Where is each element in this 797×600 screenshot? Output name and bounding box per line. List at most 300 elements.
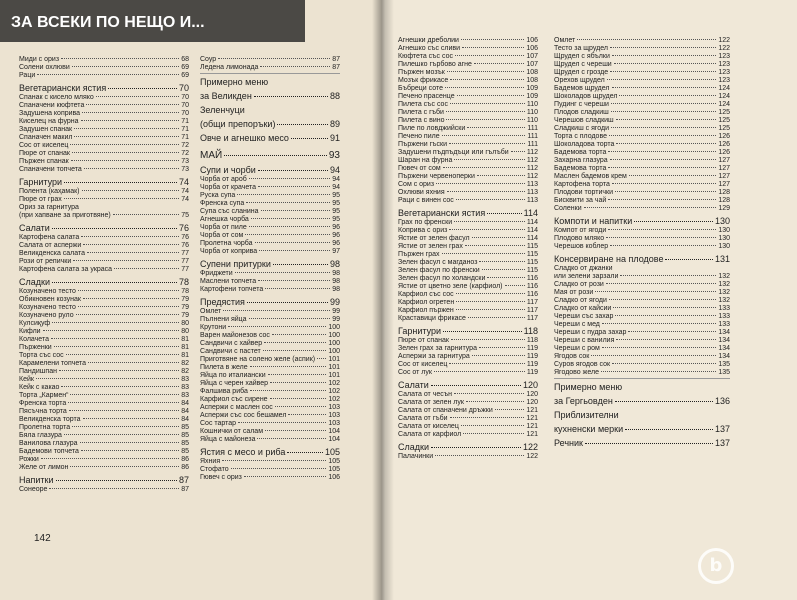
toc-leader-dots bbox=[54, 346, 179, 347]
toc-page-number: 74 bbox=[178, 177, 189, 187]
toc-entry bbox=[200, 278, 340, 286]
toc-page-number: 110 bbox=[526, 101, 538, 108]
toc-entry bbox=[554, 329, 730, 337]
toc-entry-title: Шоколадов щрудел bbox=[554, 93, 618, 100]
toc-chapter bbox=[200, 150, 340, 162]
toc-entry bbox=[398, 337, 538, 345]
toc-entry-title: Речник bbox=[554, 438, 583, 448]
toc-page-number: 112 bbox=[526, 173, 538, 180]
toc-page-number: 127 bbox=[718, 157, 730, 164]
toc-entry-title: Салати bbox=[19, 223, 50, 233]
toc-page-number: 79 bbox=[181, 296, 189, 303]
toc-entry-title: Гювеч от сом bbox=[398, 165, 441, 172]
toc-leader-dots bbox=[456, 293, 525, 294]
toc-leader-dots bbox=[602, 323, 716, 324]
toc-entry-title: Агнешко със сливи bbox=[398, 45, 461, 52]
toc-entry bbox=[19, 204, 189, 212]
toc-entry-title: Зелен фасул по френски bbox=[398, 267, 480, 274]
toc-entry-title: Тесто за щрудел bbox=[554, 45, 608, 52]
toc-leader-dots bbox=[456, 199, 525, 200]
toc-page-number: 137 bbox=[714, 438, 730, 448]
toc-entry bbox=[19, 150, 189, 158]
toc-leader-dots bbox=[76, 314, 180, 315]
toc-entry-title: Охлюви яхния bbox=[398, 189, 445, 196]
toc-page-number: 84 bbox=[181, 408, 189, 415]
toc-entry bbox=[398, 267, 538, 275]
toc-leader-dots bbox=[43, 330, 180, 331]
toc-entry-title: (общи препоръки) bbox=[200, 119, 276, 129]
toc-page-number: 122 bbox=[718, 37, 730, 44]
toc-leader-dots bbox=[270, 382, 326, 383]
toc-leader-dots bbox=[249, 318, 331, 319]
toc-entry-title: Задушени пъдпъдъци или гълъби bbox=[398, 149, 509, 156]
toc-leader-dots bbox=[629, 175, 716, 176]
toc-page-number: 111 bbox=[527, 141, 538, 148]
overlay-title: ЗА ВСЕКИ ПО НЕЩО И... bbox=[11, 14, 205, 31]
toc-entry-title: Торта „Кармен“ bbox=[19, 392, 69, 399]
toc-page-number: 71 bbox=[181, 126, 189, 133]
toc-leader-dots bbox=[49, 488, 179, 489]
toc-entry bbox=[200, 436, 340, 444]
toc-leader-dots bbox=[606, 283, 716, 284]
toc-entry-title: Мая от рози bbox=[554, 289, 594, 296]
toc-page-number: 137 bbox=[714, 424, 730, 434]
toc-entry-title: Пилета с вино bbox=[398, 117, 445, 124]
toc-leader-dots bbox=[611, 127, 716, 128]
toc-entry bbox=[200, 474, 340, 482]
toc-leader-dots bbox=[251, 218, 330, 219]
toc-entry bbox=[19, 266, 189, 274]
toc-entry-title: Консервиране на плодове bbox=[554, 254, 664, 264]
toc-entry-title: Аспержи със сос бешамел bbox=[200, 412, 287, 419]
toc-page-number: 136 bbox=[714, 396, 730, 406]
toc-entry-title: Предястия bbox=[200, 297, 245, 307]
toc-page-number: 76 bbox=[181, 234, 189, 241]
toc-page-number: 113 bbox=[526, 181, 538, 188]
toc-entry-title: Рози от репички bbox=[19, 258, 72, 265]
toc-page-number: 75 bbox=[181, 212, 189, 219]
toc-entry bbox=[200, 200, 340, 208]
toc-entry-title: Щрудел с череши bbox=[554, 61, 612, 68]
toc-entry bbox=[398, 141, 538, 149]
toc-entry-title: Яйца по италиански bbox=[200, 372, 266, 379]
toc-entry-title: Ориз за гарнитура bbox=[19, 204, 79, 211]
toc-entry-title: Плодов сладкиш bbox=[554, 109, 609, 116]
toc-entry-title: Козуначено тесто bbox=[19, 304, 76, 311]
toc-leader-dots bbox=[616, 339, 716, 340]
toc-entry bbox=[554, 353, 730, 361]
toc-page-number: 119 bbox=[526, 361, 538, 368]
toc-page-number: 116 bbox=[526, 283, 538, 290]
toc-page-number: 120 bbox=[522, 380, 538, 390]
toc-entry bbox=[19, 56, 189, 64]
toc-page-number: 123 bbox=[718, 77, 730, 84]
toc-entry bbox=[19, 304, 189, 312]
toc-entry-title: Пюре от грах bbox=[19, 196, 62, 203]
toc-entry-title: Пилета с гъби bbox=[398, 109, 444, 116]
toc-leader-dots bbox=[224, 155, 327, 156]
toc-page-number: 109 bbox=[526, 85, 538, 92]
toc-entry bbox=[19, 296, 189, 304]
toc-page-number: 121 bbox=[526, 415, 538, 422]
toc-leader-dots bbox=[71, 160, 180, 161]
toc-leader-dots bbox=[474, 63, 524, 64]
toc-page-number: 99 bbox=[332, 316, 340, 323]
toc-entry-title: Зеленчуци bbox=[200, 105, 245, 115]
toc-entry-title: Вегетариански ястия bbox=[19, 83, 107, 93]
toc-page-number: 132 bbox=[718, 273, 730, 280]
toc-page-number: 134 bbox=[718, 329, 730, 336]
toc-page-number: 73 bbox=[181, 158, 189, 165]
toc-entry bbox=[200, 356, 340, 364]
toc-entry-title: Чорба от коприва bbox=[200, 248, 258, 255]
toc-page-number: 82 bbox=[181, 360, 189, 367]
toc-entry bbox=[19, 258, 189, 266]
toc-leader-dots bbox=[235, 272, 331, 273]
toc-entry-title: Сос тартар bbox=[200, 420, 237, 427]
toc-entry-title: Чорба от ароб bbox=[200, 176, 247, 183]
toc-section bbox=[554, 424, 730, 435]
toc-leader-dots bbox=[442, 253, 525, 254]
toc-entry bbox=[398, 283, 538, 291]
toc-entry bbox=[554, 197, 730, 205]
toc-leader-dots bbox=[577, 39, 716, 40]
toc-entry-title: Кюфтета със сос bbox=[398, 53, 453, 60]
toc-entry bbox=[398, 235, 538, 243]
toc-entry-title: Щрудел с грозде bbox=[554, 69, 609, 76]
toc-entry-title: Обикновен козунак bbox=[19, 296, 81, 303]
toc-page-number: 82 bbox=[181, 368, 189, 375]
toc-leader-dots bbox=[595, 291, 716, 292]
toc-entry bbox=[554, 173, 730, 181]
toc-section bbox=[200, 91, 340, 102]
toc-entry bbox=[200, 458, 340, 466]
toc-leader-dots bbox=[625, 429, 713, 430]
toc-entry-title: Пясъчна торта bbox=[19, 408, 67, 415]
toc-page-number: 98 bbox=[332, 270, 340, 277]
toc-leader-dots bbox=[445, 87, 524, 88]
toc-entry-title: Кейк с какао bbox=[19, 384, 60, 391]
toc-entry-title: Ястие от зелен фасул bbox=[398, 235, 470, 242]
toc-entry bbox=[200, 286, 340, 294]
toc-entry bbox=[554, 157, 730, 165]
toc-page-number: 117 bbox=[526, 315, 538, 322]
toc-entry bbox=[19, 188, 189, 196]
toc-entry-title: Торта с плодове bbox=[554, 133, 607, 140]
toc-entry bbox=[554, 205, 730, 213]
toc-leader-dots bbox=[456, 301, 525, 302]
toc-entry-title: Задушен спанак bbox=[19, 126, 73, 133]
toc-leader-dots bbox=[611, 111, 717, 112]
toc-page-number: 128 bbox=[718, 189, 730, 196]
toc-page-number: 98 bbox=[332, 278, 340, 285]
toc-leader-dots bbox=[463, 433, 524, 434]
toc-leader-dots bbox=[608, 229, 716, 230]
toc-entry bbox=[200, 248, 340, 256]
toc-entry-title: Пилета със сос bbox=[398, 101, 448, 108]
toc-leader-dots bbox=[487, 277, 524, 278]
toc-entry-title: Сладко от кайсии bbox=[554, 305, 612, 312]
toc-section bbox=[19, 475, 189, 486]
toc-page-number: 104 bbox=[328, 436, 340, 443]
toc-leader-dots bbox=[36, 378, 179, 379]
toc-entry-title: Миди с ориз bbox=[19, 56, 60, 63]
toc-leader-dots bbox=[66, 354, 180, 355]
toc-entry-title: Сладки bbox=[19, 277, 50, 287]
toc-entry-title: Карамелени топчета bbox=[19, 360, 87, 367]
toc-leader-dots bbox=[443, 331, 522, 332]
toc-entry bbox=[554, 289, 730, 297]
toc-leader-dots bbox=[82, 112, 179, 113]
toc-entry-title: Пържен спанак bbox=[19, 158, 69, 165]
toc-page-number: 127 bbox=[718, 181, 730, 188]
toc-entry bbox=[398, 291, 538, 299]
toc-column-1 bbox=[19, 56, 189, 494]
toc-entry bbox=[398, 117, 538, 125]
toc-entry-title: Сладко от рози bbox=[554, 281, 604, 288]
toc-entry-title: Карфиол пържен bbox=[398, 307, 454, 314]
toc-entry bbox=[554, 165, 730, 173]
toc-section bbox=[554, 438, 730, 449]
toc-entry-title: Руска супа bbox=[200, 192, 236, 199]
toc-entry-title: Гарнитури bbox=[398, 326, 442, 336]
toc-leader-dots bbox=[620, 275, 716, 276]
toc-leader-dots bbox=[88, 362, 179, 363]
toc-page-number: 115 bbox=[526, 259, 538, 266]
toc-page-number: 73 bbox=[181, 166, 189, 173]
toc-entry-title: Спаначен макил bbox=[19, 134, 73, 141]
toc-entry-title: Ястие от цветно зеле (карфиол) bbox=[398, 283, 503, 290]
toc-leader-dots bbox=[435, 455, 524, 456]
toc-page-number: 108 bbox=[526, 77, 538, 84]
toc-leader-dots bbox=[64, 182, 177, 183]
toc-entry-title: Пиле по ловджийски bbox=[398, 125, 466, 132]
toc-entry bbox=[554, 141, 730, 149]
toc-entry bbox=[554, 93, 730, 101]
toc-page-number: 126 bbox=[718, 141, 730, 148]
toc-leader-dots bbox=[258, 186, 330, 187]
toc-leader-dots bbox=[273, 264, 328, 265]
toc-entry-title: Фалшива риба bbox=[200, 388, 248, 395]
toc-entry-title: Великденска торта bbox=[19, 416, 81, 423]
toc-leader-dots bbox=[288, 414, 326, 415]
toc-leader-dots bbox=[606, 237, 716, 238]
toc-entry bbox=[398, 45, 538, 53]
toc-leader-dots bbox=[250, 390, 326, 391]
toc-page-number: 113 bbox=[526, 189, 538, 196]
toc-leader-dots bbox=[450, 79, 524, 80]
toc-page-number: 119 bbox=[526, 369, 538, 376]
toc-leader-dots bbox=[268, 374, 327, 375]
toc-leader-dots bbox=[260, 66, 330, 67]
toc-entry bbox=[398, 227, 538, 235]
toc-leader-dots bbox=[83, 418, 180, 419]
toc-entry-title: Краставици фрикасе bbox=[398, 315, 466, 322]
toc-entry bbox=[398, 423, 538, 431]
toc-leader-dots bbox=[665, 259, 712, 260]
toc-entry bbox=[200, 176, 340, 184]
toc-entry-title: Примерно меню bbox=[200, 77, 269, 87]
toc-leader-dots bbox=[73, 260, 179, 261]
toc-entry bbox=[398, 345, 538, 353]
toc-page-number: 124 bbox=[718, 101, 730, 108]
toc-entry-title: Шоколадова торта bbox=[554, 141, 615, 148]
toc-page-number: 132 bbox=[718, 297, 730, 304]
toc-entry-title: Зелен грах за гарнитура bbox=[398, 345, 477, 352]
toc-entry-title: Овче и агнешко месо bbox=[200, 133, 289, 143]
toc-leader-dots bbox=[613, 307, 716, 308]
toc-page-number: 106 bbox=[526, 37, 538, 44]
toc-page-number: 70 bbox=[181, 102, 189, 109]
toc-entry-title: Кошнички от салам bbox=[200, 428, 263, 435]
toc-entry-title: Череши с пудра захар bbox=[554, 329, 627, 336]
toc-page-number: 134 bbox=[718, 353, 730, 360]
toc-leader-dots bbox=[70, 394, 179, 395]
toc-entry bbox=[554, 133, 730, 141]
toc-entry-title: Гарнитури bbox=[19, 177, 63, 187]
section-divider bbox=[554, 378, 730, 379]
toc-entry-title: Компоти и напитки bbox=[554, 216, 633, 226]
toc-entry bbox=[398, 391, 538, 399]
toc-entry-title: Зелен фасул с магданоз bbox=[398, 259, 478, 266]
toc-leader-dots bbox=[231, 468, 327, 469]
toc-entry bbox=[200, 232, 340, 240]
toc-leader-dots bbox=[611, 103, 716, 104]
toc-entry bbox=[554, 235, 730, 243]
toc-entry-title: Пролетна торта bbox=[19, 424, 71, 431]
toc-page-number: 105 bbox=[328, 458, 340, 465]
toc-page-number: 98 bbox=[332, 286, 340, 293]
toc-leader-dots bbox=[608, 167, 716, 168]
toc-page-number: 121 bbox=[526, 431, 538, 438]
toc-leader-dots bbox=[619, 95, 716, 96]
toc-leader-dots bbox=[472, 355, 525, 356]
toc-leader-dots bbox=[505, 285, 525, 286]
toc-page-number: 85 bbox=[181, 448, 189, 455]
toc-section bbox=[200, 77, 340, 88]
toc-leader-dots bbox=[270, 398, 327, 399]
toc-leader-dots bbox=[249, 226, 330, 227]
toc-leader-dots bbox=[82, 190, 180, 191]
toc-entry bbox=[19, 352, 189, 360]
toc-page-number: 102 bbox=[328, 380, 340, 387]
toc-page-number: 84 bbox=[181, 400, 189, 407]
toc-entry bbox=[200, 412, 340, 420]
toc-entry bbox=[398, 77, 538, 85]
toc-leader-dots bbox=[80, 442, 180, 443]
toc-entry-title: Омлет bbox=[554, 37, 576, 44]
toc-entry-title: Ястие от зелен грах bbox=[398, 243, 463, 250]
toc-page-number: 108 bbox=[526, 69, 538, 76]
toc-entry-title: Аспержи с маслен сос bbox=[200, 404, 273, 411]
toc-entry bbox=[200, 224, 340, 232]
toc-entry bbox=[19, 424, 189, 432]
toc-entry-title: Ягодов сок bbox=[554, 353, 590, 360]
toc-entry bbox=[19, 368, 189, 376]
toc-entry-title: Картофена салата bbox=[19, 234, 80, 241]
toc-entry bbox=[200, 404, 340, 412]
toc-section bbox=[398, 208, 538, 219]
toc-leader-dots bbox=[317, 358, 326, 359]
toc-entry bbox=[200, 64, 340, 72]
toc-entry bbox=[398, 101, 538, 109]
toc-page-number: 113 bbox=[526, 197, 538, 204]
toc-page-number: 127 bbox=[718, 173, 730, 180]
toc-entry bbox=[19, 110, 189, 118]
toc-leader-dots bbox=[81, 450, 179, 451]
toc-entry-title: Мозък фрикасе bbox=[398, 77, 449, 84]
toc-entry bbox=[398, 197, 538, 205]
toc-entry bbox=[398, 407, 538, 415]
toc-entry-title: Козуначено тесто bbox=[19, 288, 76, 295]
toc-page-number: 83 bbox=[181, 384, 189, 391]
toc-page-number: 100 bbox=[328, 324, 340, 331]
toc-leader-dots bbox=[447, 71, 525, 72]
toc-leader-dots bbox=[610, 47, 716, 48]
toc-page-number: 119 bbox=[526, 345, 538, 352]
toc-leader-dots bbox=[52, 228, 177, 229]
toc-entry bbox=[398, 219, 538, 227]
toc-entry bbox=[19, 234, 189, 242]
toc-entry bbox=[19, 118, 189, 126]
toc-page-number: 78 bbox=[181, 288, 189, 295]
toc-page-number: 95 bbox=[332, 208, 340, 215]
toc-entry bbox=[398, 85, 538, 93]
toc-leader-dots bbox=[246, 202, 330, 203]
toc-page-number: 123 bbox=[718, 61, 730, 68]
toc-page-number: 132 bbox=[718, 289, 730, 296]
toc-leader-dots bbox=[254, 96, 328, 97]
toc-leader-dots bbox=[250, 366, 327, 367]
toc-page-number: 97 bbox=[332, 248, 340, 255]
toc-leader-dots bbox=[446, 111, 525, 112]
toc-entry bbox=[200, 396, 340, 404]
toc-leader-dots bbox=[222, 460, 326, 461]
toc-page-number: 104 bbox=[328, 428, 340, 435]
toc-page-number: 122 bbox=[718, 45, 730, 52]
toc-entry-title: Ледена лимонада bbox=[200, 64, 259, 71]
toc-entry bbox=[19, 408, 189, 416]
toc-column-3 bbox=[398, 37, 538, 461]
toc-leader-dots bbox=[616, 119, 717, 120]
toc-page-number: 115 bbox=[526, 251, 538, 258]
toc-entry-title: Салата от зелен лук bbox=[398, 399, 464, 406]
toc-leader-dots bbox=[249, 178, 330, 179]
toc-page-number: 85 bbox=[181, 432, 189, 439]
toc-page-number: 106 bbox=[526, 45, 538, 52]
toc-section bbox=[19, 83, 189, 94]
toc-entry bbox=[19, 416, 189, 424]
toc-page-number: 106 bbox=[328, 474, 340, 481]
toc-entry bbox=[19, 196, 189, 204]
toc-page-number: 74 bbox=[181, 188, 189, 195]
toc-entry-title: Сладко от ягоди bbox=[554, 297, 607, 304]
toc-entry-title: Чорба от пиле bbox=[200, 224, 247, 231]
toc-entry-title: Супа със сланина bbox=[200, 208, 259, 215]
toc-entry-title: Пържени гъски bbox=[398, 141, 447, 148]
toc-page-number: 70 bbox=[181, 110, 189, 117]
toc-entry-title: Ванилова глазура bbox=[19, 440, 78, 447]
toc-page-number: 128 bbox=[718, 197, 730, 204]
toc-leader-dots bbox=[482, 269, 525, 270]
toc-leader-dots bbox=[277, 124, 328, 125]
toc-entry bbox=[398, 149, 538, 157]
toc-entry bbox=[554, 321, 730, 329]
toc-leader-dots bbox=[461, 425, 524, 426]
toc-leader-dots bbox=[434, 371, 525, 372]
toc-page-number: 91 bbox=[329, 133, 340, 143]
toc-page-number: 126 bbox=[718, 149, 730, 156]
